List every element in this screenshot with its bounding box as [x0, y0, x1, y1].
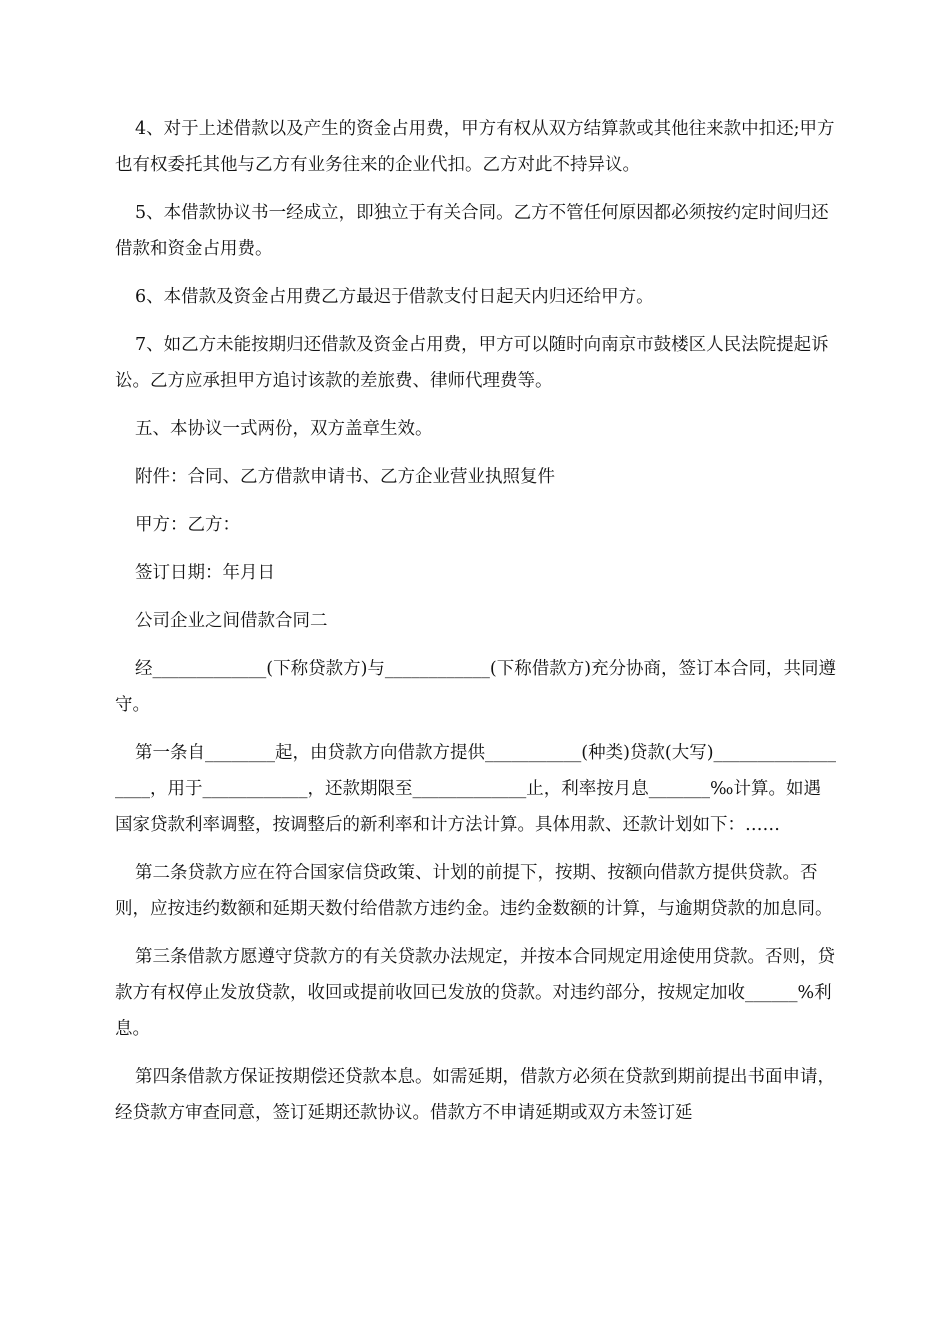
article-2-paragraph: 第二条贷款方应在符合国家信贷政策、计划的前提下，按期、按额向借款方提供贷款。否则，应按违约数额和延期天数付给借款方违约金。违约金数额的计算，与逾期贷款的加息同。 [115, 863, 833, 919]
clause-4-paragraph: 4、对于上述借款以及产生的资金占用费，甲方有权从双方结算款或其他往来款中扣还;甲方也有权委托其他与乙方有业务往来的企业代扣。乙方对此不持异议。 [115, 119, 835, 175]
attachments-paragraph: 附件：合同、乙方借款申请书、乙方企业营业执照复件 [135, 467, 555, 487]
contract-two-title: 公司企业之间借款合同二 [135, 611, 328, 631]
section-five-paragraph: 五、本协议一式两份，双方盖章生效。 [135, 419, 433, 439]
article-3-paragraph: 第三条借款方愿遵守贷款方的有关贷款办法规定，并按本合同规定用途使用贷款。否则，贷款方有权停止发放贷款，收回或提前收回已发放的贷款。对违约部分，按规定加收______%利息。 [115, 947, 835, 1039]
clause-5-paragraph: 5、本借款协议书一经成立，即独立于有关合同。乙方不管任何原因都必须按约定时间归还借款和资金占用费。 [115, 203, 829, 259]
document-body [115, 111, 837, 1131]
signing-date-line: 签订日期：年月日 [135, 563, 275, 583]
article-4-paragraph: 第四条借款方保证按期偿还贷款本息。如需延期，借款方必须在贷款到期前提出书面申请，经贷款方审查同意，签订延期还款协议。借款方不申请延期或双方未签订延 [115, 1067, 835, 1123]
clause-7-paragraph: 7、如乙方未能按期归还借款及资金占用费，甲方可以随时向南京市鼓楼区人民法院提起诉讼。乙方应承担甲方追讨该款的差旅费、律师代理费等。 [115, 335, 829, 391]
clause-6-paragraph: 6、本借款及资金占用费乙方最迟于借款支付日起天内归还给甲方。 [135, 287, 654, 307]
preamble-paragraph: 经_____________(下称贷款方)与____________(下称借款方)充分协商，签订本合同，共同遵守。 [115, 659, 837, 715]
parties-signature-line: 甲方：乙方： [135, 515, 240, 535]
article-1-paragraph: 第一条自________起，由贷款方向借款方提供___________(种类)贷款(大写)__________________，用于____________，还款期限至_____________止，利率按月息_______‰计算。如遇国家贷款利率调整，按调整后的新利率和计方法计算。具体用款、还款计划如下：…… [115, 743, 837, 835]
